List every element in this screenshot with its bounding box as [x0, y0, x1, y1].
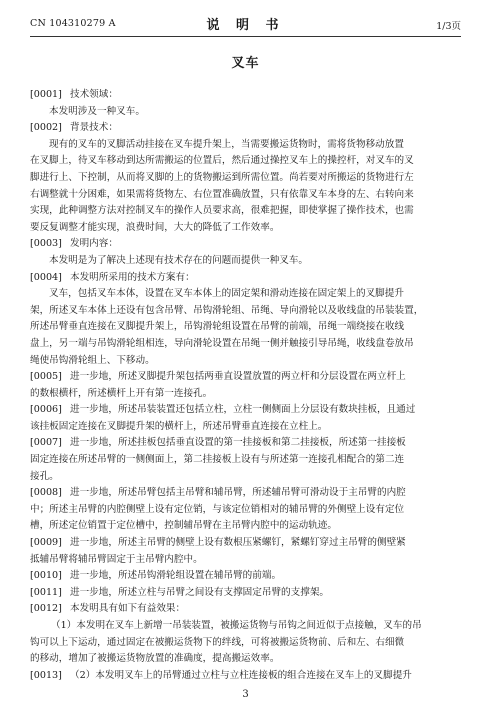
- paragraph-number: [0004]: [30, 271, 62, 283]
- paragraph-number: [0012]: [30, 603, 62, 615]
- page-number: 3: [242, 689, 249, 700]
- text-line: [30, 618, 461, 635]
- paragraph-text: 进一步地，所述叉脚提升架包括两垂直设置放置的两立杆和分层设置在两立杆上: [70, 371, 406, 383]
- paragraph-number: [0013]: [30, 669, 62, 681]
- paragraph-text: 本发明具有如下有益效果：: [70, 603, 186, 615]
- paragraph-text: 中；所述主吊臂的内腔侧壁上设有定位销，与该定位销相对的辅吊臂的外侧壁上设有定位: [30, 503, 405, 515]
- text-line: [30, 601, 461, 618]
- paragraph-text: 背景技术：: [70, 122, 118, 134]
- paragraph-text: 技术领域：: [70, 89, 118, 100]
- header-title: 说 明 书: [206, 18, 285, 33]
- paragraph-number: [0001]: [30, 89, 62, 100]
- text-line: [30, 170, 461, 187]
- text-line: [30, 303, 461, 320]
- text-line: [30, 104, 461, 121]
- paragraph-text: 本发明涉及一种叉车。: [49, 105, 145, 117]
- text-line: [30, 319, 461, 336]
- paragraph-text: 进一步地，所述吊装装置还包括立柱，立柱一侧侧面上分层设有数块挂板，且通过: [70, 404, 416, 416]
- paragraph-text: 进一步地，所述立柱与吊臂之间设有支撑固定吊臂的支撑架。: [70, 586, 330, 598]
- paragraph-text: 的数根横杆，所述横杆上开有第一连接孔。: [30, 387, 213, 399]
- text-line: [30, 568, 461, 585]
- paragraph-text: 绳使吊钩滑轮组上、下移动。: [30, 354, 155, 366]
- text-line: [30, 286, 461, 303]
- text-line: [30, 452, 461, 469]
- text-line: [30, 353, 461, 370]
- paragraph-text: 进一步地，所述吊钩滑轮组设置在辅吊臂的前端。: [70, 570, 282, 582]
- paragraph-text: 固定连接在所述吊臂的一侧侧面上，第二挂接板上设有与所述第一连接孔相配合的第二连: [30, 454, 405, 466]
- text-line: [30, 369, 461, 386]
- text-line: [30, 120, 461, 137]
- text-line: [30, 651, 461, 668]
- text-line: [30, 270, 461, 287]
- text-line: [30, 236, 461, 253]
- text-line: [30, 502, 461, 519]
- text-line: [30, 87, 461, 104]
- text-line: [30, 220, 461, 237]
- paragraph-text: 叉车，包括叉车本体，设置在叉车本体上的固定架和滑动连接在固定架上的叉脚提升: [49, 288, 404, 300]
- paragraph-number: [0005]: [30, 371, 62, 383]
- document-title: 叉车: [231, 56, 260, 71]
- document-body: [30, 87, 461, 684]
- paragraph-text: 盘上，另一端与吊钩滑轮组相连，导向滑轮设置在吊绳一侧并触接引导吊绳，收线盘卷放吊: [30, 337, 414, 349]
- text-line: [30, 137, 461, 154]
- paragraph-text: 本发明所采用的技术方案有：: [70, 271, 195, 283]
- text-line: [30, 552, 461, 569]
- paragraph-text: 架，所述叉车本体上还设有包含吊臂、吊钩滑轮组、吊绳、导向滑轮以及收线盘的吊装装置，: [30, 304, 424, 316]
- text-line: [30, 386, 461, 403]
- doc-number: CN 104310279 A: [30, 18, 116, 29]
- header-divider: [30, 36, 461, 37]
- page-header: [30, 14, 461, 34]
- paragraph-text: （1）本发明在叉车上新增一吊装装置，被搬运货物与吊钩之间近似于点接触，叉车的吊: [51, 620, 422, 631]
- paragraph-text: 现有的叉车的叉脚活动挂接在叉车提升架上，当需要搬运货物时，需将货物移动放置: [49, 138, 404, 150]
- text-line: [30, 469, 461, 486]
- text-line: [30, 485, 461, 502]
- text-line: [30, 585, 461, 602]
- text-line: [30, 419, 461, 436]
- text-line: [30, 187, 461, 204]
- paragraph-text: 在叉脚上，待叉车移动到达所需搬运的位置后，然后通过操控叉车上的操控杆，对叉车的叉: [30, 155, 414, 167]
- paragraph-number: [0006]: [30, 404, 62, 416]
- text-line: [30, 535, 461, 552]
- paragraph-text: 脚进行上、下控制，从而将叉脚的上的货物搬运到所需位置。尚若要对所搬运的货物进行左: [30, 171, 414, 183]
- paragraph-text: 进一步地，所述吊臂包括主吊臂和辅吊臂，所述辅吊臂可滑动设于主吊臂的内腔: [70, 487, 406, 499]
- paragraph-text: 所述吊臂垂直连接在叉脚提升架上，吊钩滑轮组设置在吊臂的前端，吊绳一端绕接在收线: [30, 321, 405, 333]
- paragraph-text: 右调整就十分困难，如果需将货物左、右位置准确放置，只有依靠叉车本身的左、右转向来: [30, 188, 414, 200]
- page-indicator: 1/3页: [436, 21, 461, 32]
- paragraph-text: （2）本发明叉车上的吊臂通过立柱与立柱连接板的组合连接在叉车上的叉脚提升: [70, 669, 412, 681]
- paragraph-text: 要反复调整才能实现，浪费时间，大大的降低了工作效率。: [30, 221, 280, 233]
- text-line: [30, 668, 461, 685]
- text-line: [30, 253, 461, 270]
- text-line: [30, 518, 461, 535]
- paragraph-number: [0003]: [30, 238, 62, 250]
- text-line: [30, 402, 461, 419]
- paragraph-text: 的移动，增加了被搬运货物放置的准确度，提高搬运效率。: [30, 653, 280, 665]
- paragraph-number: [0011]: [30, 586, 62, 598]
- text-line: [30, 435, 461, 452]
- paragraph-number: [0009]: [30, 537, 62, 549]
- text-line: [30, 153, 461, 170]
- paragraph-text: 进一步地，所述挂板包括垂直设置的第一挂接板和第二挂接板，所述第一挂接板: [70, 437, 406, 449]
- paragraph-text: 槽，所述定位销置于定位槽中，控制辅吊臂在主吊臂内腔中的运动轨迹。: [30, 520, 337, 532]
- text-line: [30, 336, 461, 353]
- text-line: [30, 203, 461, 220]
- paragraph-number: [0007]: [30, 437, 62, 449]
- paragraph-number: [0010]: [30, 570, 62, 582]
- paragraph-number: [0002]: [30, 122, 62, 134]
- paragraph-text: 进一步地，所述主吊臂的侧壁上设有数根压紧螺钉，紧螺钉穿过主吊臂的侧壁紧: [70, 537, 406, 549]
- paragraph-text: 发明内容：: [70, 238, 118, 250]
- paragraph-text: 接孔。: [30, 470, 59, 482]
- paragraph-text: 实现，此种调整方法对控制叉车的操作人员要求高，很难把握，即使掌握了操作技术，也需: [30, 205, 414, 217]
- paragraph-text: 抵辅吊臂将辅吊臂固定于主吊臂内腔中。: [30, 553, 203, 565]
- paragraph-text: 钩可以上下运动，通过固定在被搬运货物下的绊线，可将被搬运货物前、后和左、右细微: [30, 636, 405, 648]
- paragraph-number: [0008]: [30, 487, 62, 499]
- paragraph-text: 该挂板固定连接在叉脚提升架的横杆上，所述吊臂垂直连接在立柱上。: [30, 420, 328, 432]
- text-line: [30, 635, 461, 652]
- paragraph-text: 本发明是为了解决上述现有技术存在的问题而提供一种叉车。: [49, 254, 309, 266]
